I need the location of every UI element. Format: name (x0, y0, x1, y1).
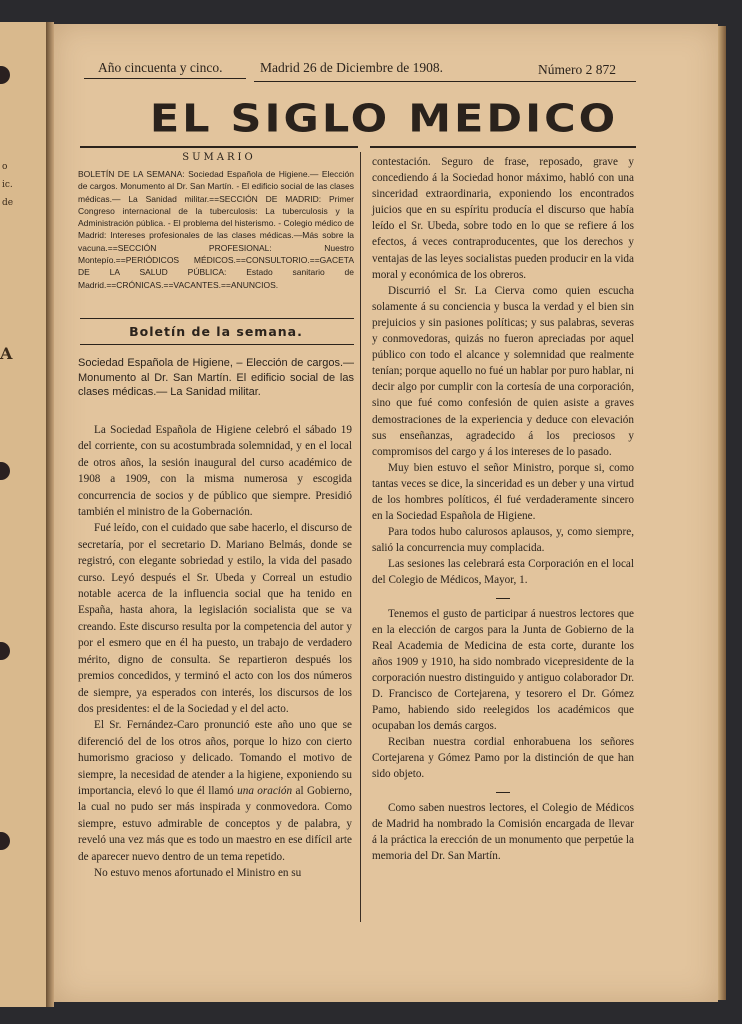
article-paragraph: Reciban nuestra cordial enhorabuena los señores Cortejarena y Gómez Pamo por la distinción de que han sido objeto. (372, 736, 634, 781)
article-paragraph: Muy bien estuvo el señor Ministro, porque si, como tantas veces se dice, la sinceridad es un deber y una virtud de los hombres políticos, él fué verdaderamente sincero en la Sociedad Española de Higiene. (372, 461, 634, 523)
article-subheading: Sociedad Española de Higiene, – Elección de cargos.— Monumento al Dr. San Martín. El edificio social de las clases médicas.— La Sanidad militar. (78, 357, 354, 399)
article-paragraph: No estuvo menos afortunado el Ministro en su (94, 866, 302, 879)
masthead-title: EL SIGLO MEDICO (149, 96, 619, 142)
fragment-text: o (2, 162, 8, 172)
article-paragraph: Las sesiones las celebrará esta Corporación en el local del Colegio de Médicos, Mayor, 1. (372, 558, 634, 587)
fragment-text: de (2, 198, 14, 208)
issue-date: Madrid 26 de Diciembre de 1908. (260, 60, 443, 75)
masthead-rule (370, 146, 636, 148)
article-paragraph: Para todos hubo calurosos aplausos, y, como siempre, salió la concurrencia muy complacida. (372, 526, 634, 555)
article-paragraph: Tenemos el gusto de participar á nuestros lectores que en la elección de cargos para la Junta de Gobierno de la Real Academia de Medicina de esta corte, durante los años 1909 y 1910, ha sido nombrado vicepresidente de la corporación nuestro distinguido y antiguo colaborador Dr. D. Francisco de Cortejarena, y tesorero el Dr. Gómez Pamo, habiendo sido reelegidos los académicos que ocupaban los demás cargos. (372, 607, 634, 733)
header-rule (254, 81, 636, 82)
article-paragraph: La Sociedad Española de Higiene celebró el sábado 19 del corriente, con su acostumbrada solemnidad, y en el local de otros años, la sesión inaugural del curso académico de 1908 a 1909, con la misma numerosa y escogida concurrencia de socios y de público que siempre. Presidió también el ministro de la Gobernación. (78, 424, 352, 519)
binding-hole-icon (0, 832, 10, 850)
binding-hole-icon (0, 642, 10, 660)
article-column-right (372, 154, 634, 864)
issue-number: Número 2 872 (538, 62, 616, 77)
binding-hole-icon (0, 462, 10, 480)
summary-title: SUMARIO (182, 152, 256, 163)
column-divider (360, 152, 361, 922)
separator-dash (496, 598, 510, 599)
article-column-left (78, 422, 352, 881)
separator-dash (496, 792, 510, 793)
section-rule (80, 318, 354, 319)
article-paragraph: El Sr. Fernández-Caro pronunció este año uno que se diferenció del de los otros años, porque lo hizo con cierto humorismo gracioso y delicado. Tomando el motivo de siempre, la necesidad de atender a la higiene, exponiendo su importancia, elevó lo que él llamó una oración al Gobierno, la cual no pudo ser más inspirada y conmovedora. Como siempre, estuvo admirable de conceptos y de palabra, y reveló una vez más que es todo un maestro en ese difícil arte de aparecer nuevo dentro de un tema repetido. (78, 719, 352, 863)
newspaper-page (54, 24, 718, 1002)
section-heading: Boletín de la semana. (129, 324, 303, 339)
article-paragraph: Discurrió el Sr. La Cierva como quien escucha solamente á su conciencia y busca la verdad y el bien sin prejuicios y sin pasiones políticas; y sus palabras, severas y conmovedoras, quizás no fueron apreciadas por aquel público con todo el alcance y solemnidad que realmente tenían; porque aquello no fué un hablar por puro hablar, ni decir algo por cumplir con la cortesía de una corporación, sino que fué como confesión de quien asiste a graves demostraciones de la experiencia y deduce con elevación sus enseñanzas, agradecido á los preciosos y compromisos del cargo y á los intereses de lo pasado. (372, 284, 634, 458)
binding-hole-icon (0, 66, 10, 84)
page-edge (718, 26, 726, 1000)
fragment-text: A (0, 344, 13, 363)
section-rule (80, 344, 354, 345)
masthead-rule (80, 146, 358, 148)
book-gutter (46, 22, 54, 1007)
adjacent-page-fragment (0, 22, 48, 1007)
article-paragraph: contestación. Seguro de frase, reposado, grave y concediendo á la Sociedad honor máximo, habló con una sinceridad extraordinaria, exponiendo los encontrados juicios que en su espíritu producía el discurso que había leído el Sr. Ubeda, sobre todo en lo que se refiere á los efectos, á veces contraproducentes, que los derechos y ventajas de las leyes socialistas pueden producir en la vida moral y económica de los obreros. (372, 156, 634, 281)
fragment-text: ic. (2, 180, 13, 190)
header-rule (84, 78, 246, 79)
summary-text: BOLETÍN DE LA SEMANA: Sociedad Española de Higiene.— Elección de cargos. Monumento al Dr. San Martín. - El edificio social de las clases médicas.— La Sanidad militar.==SECCIÓN DE MADRID: Primer Congreso internacional de la tuberculosis: La tuberculosis y la Administración pública. - El problema del histerismo. - Colegio médico de Madrid: Intereses profesionales de las clases médicas.—Más sobre la vacuna.==SECCIÓN PROFESIONAL: Nuestro Montepío.==PERIÓDICOS MÉDICOS.==CONSULTORIO.==GACETA DE LA SALUD PÚBLICA: Estado sanitario de Madrid.==CRÓNICAS.==VACANTES.==ANUNCIOS. (78, 169, 354, 290)
volume-year: Año cincuenta y cinco. (98, 60, 223, 75)
article-paragraph: Como saben nuestros lectores, el Colegio de Médicos de Madrid ha nombrado la Comisión encargada de llevar á la práctica la erección de un monumento que perpetúe la memoria del Dr. San Martín. (372, 801, 634, 862)
article-paragraph: Fué leído, con el cuidado que sabe hacerlo, el discurso de secretaría, por el secretario D. Mariano Belmás, donde se registró, con elegante sobriedad y estilo, la vida del pasado curso. Leyó después el Sr. Ubeda y Correal un estudio notable acerca de la influencia social que ha tenido en España, hasta ahora, la legislación socialista que se va creando. Este discurso resulta por la competencia del autor y por el esmero que en él ha puesto, un trabajo de verdadero mérito, digno de consulta. Se repartieron después los premios concedidos, y terminó el acto con los dos números de siempre, ya esperados con interés, los discursos de los dos presidentes: el de la Sociedad y el del acto. (78, 522, 352, 715)
